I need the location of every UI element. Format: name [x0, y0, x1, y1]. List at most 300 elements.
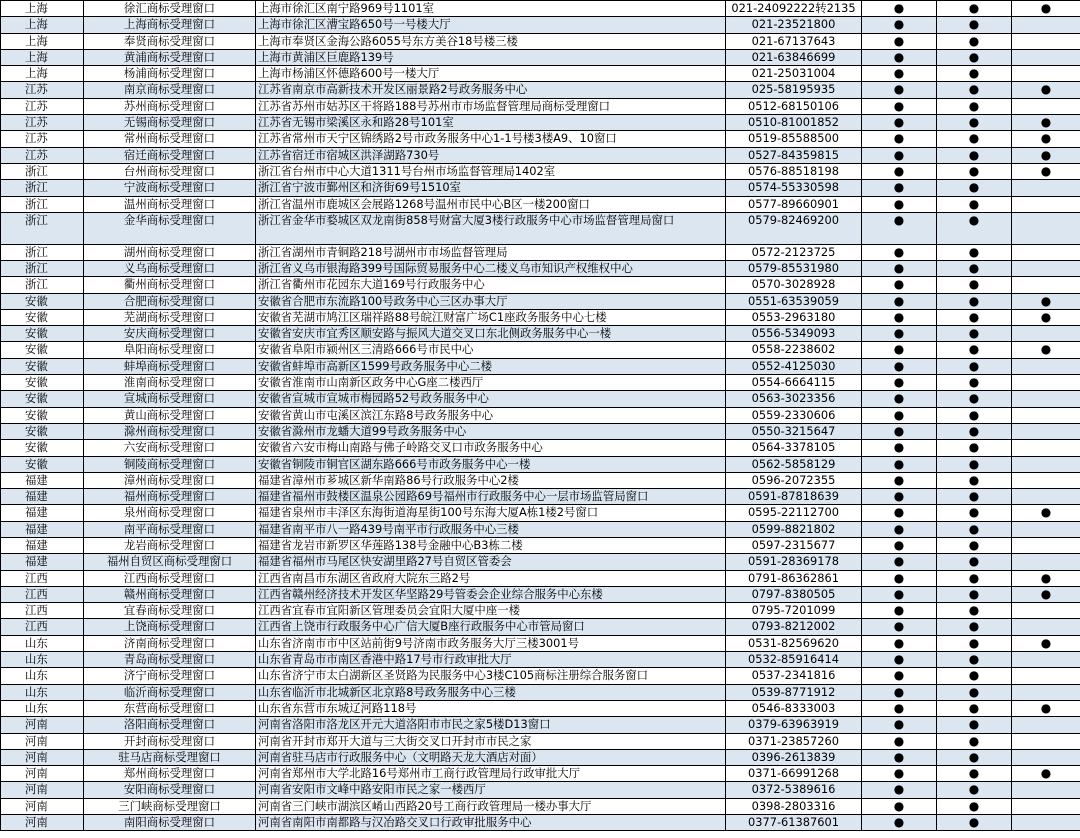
mark-col1-cell: ● [862, 147, 937, 163]
mark-col3-cell [1012, 375, 1080, 391]
phone-cell: 0552-4125030 [726, 358, 862, 374]
address-cell: 福建省漳州市芗城区新华南路86号行政服务中心2楼 [256, 472, 726, 488]
address-cell: 浙江省湖州市青铜路218号湖州市市场监督管理局 [256, 244, 726, 260]
province-cell: 安徽 [1, 440, 84, 456]
mark-col1-cell: ● [862, 293, 937, 309]
province-cell: 河南 [1, 766, 84, 782]
window-name-cell: 上海商标受理窗口 [84, 17, 256, 33]
province-cell: 安徽 [1, 407, 84, 423]
table-row [1, 375, 1080, 391]
mark-col2-cell: ● [937, 570, 1012, 586]
address-cell: 安徽省淮南市山南新区政务中心G座二楼西厅 [256, 375, 726, 391]
mark-col3-cell: ● [1012, 293, 1080, 309]
mark-col3-cell: ● [1012, 766, 1080, 782]
mark-col3-cell [1012, 749, 1080, 765]
address-cell: 安徽省合肥市东流路100号政务中心三区办事大厅 [256, 293, 726, 309]
mark-col2-cell: ● [937, 521, 1012, 537]
province-cell: 安徽 [1, 293, 84, 309]
mark-col2-cell: ● [937, 798, 1012, 814]
province-cell: 浙江 [1, 212, 84, 244]
address-cell: 上海市徐汇区漕宝路650号一号楼大厅 [256, 17, 726, 33]
province-cell: 福建 [1, 521, 84, 537]
mark-col2-cell: ● [937, 635, 1012, 651]
province-cell: 福建 [1, 554, 84, 570]
window-name-cell: 三门峡商标受理窗口 [84, 798, 256, 814]
table-row [1, 180, 1080, 196]
mark-col3-cell [1012, 407, 1080, 423]
mark-col1-cell: ● [862, 163, 937, 179]
mark-col3-cell [1012, 489, 1080, 505]
address-cell: 浙江省金华市婺城区双龙南街858号财富大厦3楼行政服务中心市场监督管理局窗口 [256, 212, 726, 244]
mark-col2-cell: ● [937, 82, 1012, 98]
mark-col3-cell [1012, 798, 1080, 814]
address-cell: 山东省济南市市中区站前街9号济南市政务服务大厅三楼3001号 [256, 635, 726, 651]
province-cell: 浙江 [1, 180, 84, 196]
mark-col3-cell [1012, 733, 1080, 749]
table-row [1, 766, 1080, 782]
address-cell: 福建省泉州市丰泽区东海街道海星街100号东海大厦A栋1楼2号窗口 [256, 505, 726, 521]
window-name-cell: 安阳商标受理窗口 [84, 782, 256, 798]
mark-col3-cell: ● [1012, 586, 1080, 602]
window-name-cell: 漳州商标受理窗口 [84, 472, 256, 488]
mark-col3-cell [1012, 260, 1080, 276]
mark-col3-cell [1012, 815, 1080, 831]
mark-col1-cell: ● [862, 603, 937, 619]
mark-col3-cell [1012, 180, 1080, 196]
mark-col1-cell: ● [862, 586, 937, 602]
table-row [1, 98, 1080, 114]
table-row [1, 798, 1080, 814]
address-cell: 河南省驻马店市行政服务中心（文明路天龙大酒店对面） [256, 749, 726, 765]
mark-col2-cell: ● [937, 554, 1012, 570]
province-cell: 上海 [1, 66, 84, 82]
mark-col2-cell: ● [937, 163, 1012, 179]
mark-col3-cell: ● [1012, 635, 1080, 651]
mark-col3-cell [1012, 717, 1080, 733]
province-cell: 江苏 [1, 98, 84, 114]
window-name-cell: 驻马店商标受理窗口 [84, 749, 256, 765]
window-name-cell: 衢州商标受理窗口 [84, 277, 256, 293]
mark-col2-cell: ● [937, 440, 1012, 456]
address-cell: 浙江省衢州市花园东大道169号行政服务中心 [256, 277, 726, 293]
address-cell: 江苏省宿迁市宿城区洪泽湖路730号 [256, 147, 726, 163]
mark-col2-cell: ● [937, 766, 1012, 782]
table-row [1, 1, 1080, 17]
table-row [1, 115, 1080, 131]
phone-cell: 0550-3215647 [726, 423, 862, 439]
window-name-cell: 苏州商标受理窗口 [84, 98, 256, 114]
province-cell: 安徽 [1, 456, 84, 472]
mark-col1-cell: ● [862, 472, 937, 488]
mark-col3-cell: ● [1012, 700, 1080, 716]
province-cell: 安徽 [1, 423, 84, 439]
province-cell: 安徽 [1, 375, 84, 391]
mark-col2-cell: ● [937, 815, 1012, 831]
mark-col1-cell: ● [862, 326, 937, 342]
province-cell: 福建 [1, 489, 84, 505]
table-row [1, 456, 1080, 472]
phone-cell: 0396-2613839 [726, 749, 862, 765]
table-row [1, 635, 1080, 651]
address-cell: 江苏省苏州市姑苏区干将路188号苏州市市场监督管理局商标受理窗口 [256, 98, 726, 114]
table-row [1, 196, 1080, 212]
mark-col3-cell: ● [1012, 131, 1080, 147]
province-cell: 上海 [1, 1, 84, 17]
province-cell: 江西 [1, 586, 84, 602]
mark-col1-cell: ● [862, 619, 937, 635]
mark-col1-cell: ● [862, 342, 937, 358]
mark-col1-cell: ● [862, 733, 937, 749]
phone-cell: 0532-85916414 [726, 652, 862, 668]
mark-col3-cell [1012, 212, 1080, 244]
address-cell: 河南省开封市郑开大道与三大街交叉口开封市市民之家 [256, 733, 726, 749]
province-cell: 河南 [1, 782, 84, 798]
phone-cell: 0797-8380505 [726, 586, 862, 602]
address-cell: 上海市徐汇区南宁路969号1101室 [256, 1, 726, 17]
address-cell: 山东省青岛市市南区香港中路17号市行政审批大厅 [256, 652, 726, 668]
mark-col1-cell: ● [862, 538, 937, 554]
phone-cell: 0510-81001852 [726, 115, 862, 131]
mark-col2-cell: ● [937, 652, 1012, 668]
mark-col1-cell: ● [862, 521, 937, 537]
mark-col3-cell [1012, 472, 1080, 488]
mark-col2-cell: ● [937, 733, 1012, 749]
mark-col3-cell [1012, 17, 1080, 33]
mark-col3-cell [1012, 782, 1080, 798]
mark-col3-cell: ● [1012, 505, 1080, 521]
phone-cell: 0371-23857260 [726, 733, 862, 749]
phone-cell: 0579-82469200 [726, 212, 862, 244]
phone-cell: 021-24092222转2135 [726, 1, 862, 17]
table-row [1, 244, 1080, 260]
province-cell: 江苏 [1, 115, 84, 131]
province-cell: 山东 [1, 635, 84, 651]
phone-cell: 0795-7201099 [726, 603, 862, 619]
window-name-cell: 杨浦商标受理窗口 [84, 66, 256, 82]
mark-col2-cell: ● [937, 342, 1012, 358]
address-cell: 江西省南昌市东湖区省政府大院东三路2号 [256, 570, 726, 586]
window-name-cell: 滁州商标受理窗口 [84, 423, 256, 439]
province-cell: 江苏 [1, 131, 84, 147]
phone-cell: 0563-3023356 [726, 391, 862, 407]
table-row [1, 358, 1080, 374]
mark-col2-cell: ● [937, 212, 1012, 244]
phone-cell: 0398-2803316 [726, 798, 862, 814]
address-cell: 福建省福州市鼓楼区温泉公园路69号福州市行政服务中心一层市场监管局窗口 [256, 489, 726, 505]
mark-col3-cell: ● [1012, 163, 1080, 179]
province-cell: 上海 [1, 33, 84, 49]
table-row [1, 668, 1080, 684]
phone-cell: 0527-84359815 [726, 147, 862, 163]
table-row [1, 603, 1080, 619]
window-name-cell: 淮南商标受理窗口 [84, 375, 256, 391]
table-row [1, 440, 1080, 456]
mark-col1-cell: ● [862, 196, 937, 212]
window-name-cell: 宁波商标受理窗口 [84, 180, 256, 196]
address-cell: 安徽省芜湖市鸠江区瑞祥路88号皖江财富广场C1座政务服务中心七楼 [256, 309, 726, 325]
address-cell: 江西省上饶市行政服务中心广信大厦B座行政服务中心市管局窗口 [256, 619, 726, 635]
window-name-cell: 黄浦商标受理窗口 [84, 49, 256, 65]
address-cell: 安徽省六安市梅山南路与佛子岭路交叉口市政务服务中心 [256, 440, 726, 456]
address-cell: 福建省福州市马尾区快安湖里路27号自贸区管委会 [256, 554, 726, 570]
table-row [1, 260, 1080, 276]
window-name-cell: 南阳商标受理窗口 [84, 815, 256, 831]
province-cell: 安徽 [1, 309, 84, 325]
mark-col2-cell: ● [937, 293, 1012, 309]
mark-col2-cell: ● [937, 603, 1012, 619]
province-cell: 安徽 [1, 358, 84, 374]
mark-col3-cell: ● [1012, 309, 1080, 325]
window-name-cell: 开封商标受理窗口 [84, 733, 256, 749]
table-row [1, 17, 1080, 33]
table-row [1, 538, 1080, 554]
mark-col1-cell: ● [862, 66, 937, 82]
mark-col3-cell [1012, 358, 1080, 374]
province-cell: 上海 [1, 49, 84, 65]
mark-col2-cell: ● [937, 472, 1012, 488]
mark-col1-cell: ● [862, 440, 937, 456]
mark-col3-cell [1012, 603, 1080, 619]
mark-col1-cell: ● [862, 1, 937, 17]
mark-col1-cell: ● [862, 212, 937, 244]
window-name-cell: 无锡商标受理窗口 [84, 115, 256, 131]
phone-cell: 0793-8212002 [726, 619, 862, 635]
phone-cell: 0537-2341816 [726, 668, 862, 684]
phone-cell: 0599-8821802 [726, 521, 862, 537]
mark-col3-cell [1012, 440, 1080, 456]
mark-col1-cell: ● [862, 33, 937, 49]
province-cell: 河南 [1, 798, 84, 814]
phone-cell: 0519-85588500 [726, 131, 862, 147]
window-name-cell: 铜陵商标受理窗口 [84, 456, 256, 472]
address-cell: 江西省赣州经济技术开发区华坚路29号管委会企业综合服务中心东楼 [256, 586, 726, 602]
address-cell: 浙江省义乌市银海路399号国际贸易服务中心二楼义乌市知识产权维权中心 [256, 260, 726, 276]
mark-col3-cell [1012, 244, 1080, 260]
mark-col2-cell: ● [937, 700, 1012, 716]
table-row [1, 33, 1080, 49]
mark-col1-cell: ● [862, 309, 937, 325]
mark-col2-cell: ● [937, 749, 1012, 765]
table-row [1, 212, 1080, 244]
table-row [1, 342, 1080, 358]
address-cell: 福建省龙岩市新罗区华莲路138号金融中心B3栋二楼 [256, 538, 726, 554]
table-row [1, 700, 1080, 716]
address-cell: 浙江省台州市中心大道1311号台州市场监督管理局1402室 [256, 163, 726, 179]
mark-col3-cell [1012, 49, 1080, 65]
table-row [1, 782, 1080, 798]
window-name-cell: 上饶商标受理窗口 [84, 619, 256, 635]
window-name-cell: 常州商标受理窗口 [84, 131, 256, 147]
table-row [1, 49, 1080, 65]
phone-cell: 0379-63963919 [726, 717, 862, 733]
province-cell: 安徽 [1, 326, 84, 342]
phone-cell: 0591-87818639 [726, 489, 862, 505]
mark-col2-cell: ● [937, 423, 1012, 439]
table-row [1, 521, 1080, 537]
mark-col1-cell: ● [862, 717, 937, 733]
window-name-cell: 江西商标受理窗口 [84, 570, 256, 586]
mark-col1-cell: ● [862, 489, 937, 505]
mark-col2-cell: ● [937, 66, 1012, 82]
window-name-cell: 义乌商标受理窗口 [84, 260, 256, 276]
mark-col2-cell: ● [937, 1, 1012, 17]
mark-col1-cell: ● [862, 391, 937, 407]
province-cell: 河南 [1, 717, 84, 733]
address-cell: 上海市黄浦区巨鹿路139号 [256, 49, 726, 65]
window-name-cell: 阜阳商标受理窗口 [84, 342, 256, 358]
phone-cell: 021-25031004 [726, 66, 862, 82]
phone-cell: 0556-5349093 [726, 326, 862, 342]
mark-col1-cell: ● [862, 375, 937, 391]
window-name-cell: 金华商标受理窗口 [84, 212, 256, 244]
address-cell: 江苏省南京市高新技术开发区丽景路2号政务服务中心 [256, 82, 726, 98]
mark-col1-cell: ● [862, 244, 937, 260]
mark-col3-cell: ● [1012, 570, 1080, 586]
address-cell: 江西省宜春市宜阳新区管理委员会宜阳大厦中座一楼 [256, 603, 726, 619]
address-cell: 河南省南阳市南都路与汉冶路交叉口行政审批服务中心 [256, 815, 726, 831]
mark-col2-cell: ● [937, 489, 1012, 505]
mark-col2-cell: ● [937, 538, 1012, 554]
province-cell: 江西 [1, 603, 84, 619]
address-cell: 河南省三门峡市湖滨区崤山西路20号工商行政管理局一楼办事大厅 [256, 798, 726, 814]
phone-cell: 0551-63539059 [726, 293, 862, 309]
province-cell: 浙江 [1, 196, 84, 212]
window-name-cell: 泉州商标受理窗口 [84, 505, 256, 521]
window-name-cell: 黄山商标受理窗口 [84, 407, 256, 423]
phone-cell: 0595-22112700 [726, 505, 862, 521]
phone-cell: 0579-85531980 [726, 260, 862, 276]
window-name-cell: 安庆商标受理窗口 [84, 326, 256, 342]
mark-col1-cell: ● [862, 700, 937, 716]
phone-cell: 0791-86362861 [726, 570, 862, 586]
phone-cell: 0591-28369178 [726, 554, 862, 570]
province-cell: 江西 [1, 570, 84, 586]
table-row [1, 66, 1080, 82]
address-cell: 上海市杨浦区怀德路600号一楼大厅 [256, 66, 726, 82]
window-name-cell: 宣城商标受理窗口 [84, 391, 256, 407]
address-cell: 上海市奉贤区金海公路6055号东方美谷18号楼三楼 [256, 33, 726, 49]
mark-col1-cell: ● [862, 505, 937, 521]
address-cell: 山东省东营市东城辽河路118号 [256, 700, 726, 716]
mark-col2-cell: ● [937, 115, 1012, 131]
phone-cell: 0371-66991268 [726, 766, 862, 782]
mark-col3-cell [1012, 668, 1080, 684]
window-name-cell: 合肥商标受理窗口 [84, 293, 256, 309]
phone-cell: 021-23521800 [726, 17, 862, 33]
window-name-cell: 临沂商标受理窗口 [84, 684, 256, 700]
mark-col1-cell: ● [862, 115, 937, 131]
mark-col2-cell: ● [937, 782, 1012, 798]
mark-col2-cell: ● [937, 98, 1012, 114]
province-cell: 江苏 [1, 147, 84, 163]
mark-col1-cell: ● [862, 635, 937, 651]
province-cell: 安徽 [1, 391, 84, 407]
mark-col2-cell: ● [937, 49, 1012, 65]
table-row [1, 619, 1080, 635]
mark-col3-cell [1012, 277, 1080, 293]
window-name-cell: 洛阳商标受理窗口 [84, 717, 256, 733]
mark-col1-cell: ● [862, 766, 937, 782]
mark-col1-cell: ● [862, 98, 937, 114]
province-cell: 河南 [1, 749, 84, 765]
window-name-cell: 郑州商标受理窗口 [84, 766, 256, 782]
table-row [1, 163, 1080, 179]
table-row [1, 326, 1080, 342]
mark-col2-cell: ● [937, 668, 1012, 684]
mark-col1-cell: ● [862, 570, 937, 586]
address-cell: 安徽省宣城市宣城市梅园路52号政务服务中心 [256, 391, 726, 407]
table-row [1, 489, 1080, 505]
mark-col3-cell [1012, 554, 1080, 570]
mark-col1-cell: ● [862, 17, 937, 33]
window-name-cell: 福州商标受理窗口 [84, 489, 256, 505]
table-row [1, 82, 1080, 98]
mark-col3-cell: ● [1012, 342, 1080, 358]
phone-cell: 0372-5389616 [726, 782, 862, 798]
address-cell: 江苏省常州市天宁区锦绣路2号市政务服务中心1-1号楼3楼A9、10窗口 [256, 131, 726, 147]
window-name-cell: 宜春商标受理窗口 [84, 603, 256, 619]
table-row [1, 277, 1080, 293]
province-cell: 山东 [1, 700, 84, 716]
mark-col2-cell: ● [937, 505, 1012, 521]
mark-col3-cell [1012, 538, 1080, 554]
mark-col1-cell: ● [862, 82, 937, 98]
mark-col2-cell: ● [937, 586, 1012, 602]
address-cell: 安徽省蚌埠市高新区1599号政务服务中心二楼 [256, 358, 726, 374]
table-row [1, 293, 1080, 309]
mark-col1-cell: ● [862, 782, 937, 798]
address-cell: 江苏省无锡市梁溪区永和路28号101室 [256, 115, 726, 131]
window-name-cell: 东营商标受理窗口 [84, 700, 256, 716]
window-name-cell: 六安商标受理窗口 [84, 440, 256, 456]
mark-col1-cell: ● [862, 277, 937, 293]
phone-cell: 0564-3378105 [726, 440, 862, 456]
address-cell: 安徽省铜陵市铜官区湖东路666号市政务服务中心一楼 [256, 456, 726, 472]
mark-col2-cell: ● [937, 326, 1012, 342]
mark-col3-cell [1012, 423, 1080, 439]
mark-col3-cell [1012, 326, 1080, 342]
phone-cell: 0531-82569620 [726, 635, 862, 651]
mark-col2-cell: ● [937, 375, 1012, 391]
window-name-cell: 温州商标受理窗口 [84, 196, 256, 212]
mark-col2-cell: ● [937, 684, 1012, 700]
mark-col1-cell: ● [862, 652, 937, 668]
mark-col3-cell [1012, 66, 1080, 82]
mark-col3-cell [1012, 98, 1080, 114]
phone-cell: 0596-2072355 [726, 472, 862, 488]
mark-col3-cell [1012, 456, 1080, 472]
address-cell: 河南省安阳市文峰中路安阳市民之家一楼西厅 [256, 782, 726, 798]
mark-col3-cell: ● [1012, 82, 1080, 98]
phone-cell: 0572-2123725 [726, 244, 862, 260]
window-name-cell: 济宁商标受理窗口 [84, 668, 256, 684]
province-cell: 福建 [1, 538, 84, 554]
mark-col1-cell: ● [862, 423, 937, 439]
address-cell: 浙江省温州市鹿城区会展路1268号温州市民中心B区一楼200窗口 [256, 196, 726, 212]
table-row [1, 309, 1080, 325]
window-name-cell: 南京商标受理窗口 [84, 82, 256, 98]
mark-col3-cell [1012, 652, 1080, 668]
mark-col2-cell: ● [937, 260, 1012, 276]
province-cell: 河南 [1, 815, 84, 831]
mark-col2-cell: ● [937, 147, 1012, 163]
table-row [1, 391, 1080, 407]
address-cell: 安徽省阜阳市颍州区三清路666号市民中心 [256, 342, 726, 358]
table-row [1, 717, 1080, 733]
phone-cell: 0377-61387601 [726, 815, 862, 831]
window-name-cell: 龙岩商标受理窗口 [84, 538, 256, 554]
mark-col2-cell: ● [937, 131, 1012, 147]
